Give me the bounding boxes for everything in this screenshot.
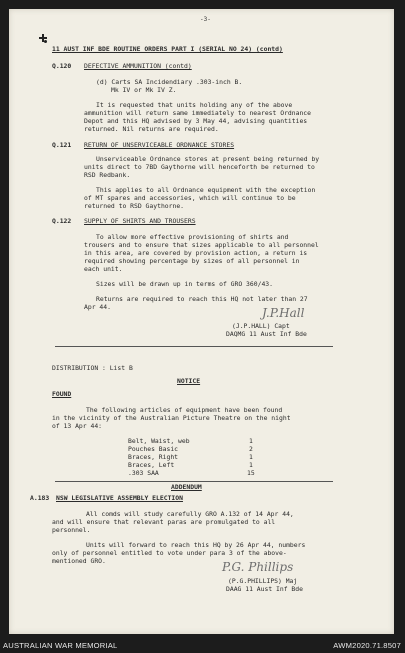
signatory-1-name: (J.P.HALL) Capt	[232, 322, 290, 330]
notice-para-line: The following articles of equipment have been found	[86, 406, 283, 414]
q122-heading: SUPPLY OF SHIRTS AND TROUSERS	[84, 217, 196, 225]
notice-para-line: of 13 Apr 44:	[52, 422, 103, 430]
q121-number: Q.121	[52, 141, 72, 149]
found-item-name: Braces, Right	[128, 453, 179, 461]
addendum-title: NSW LEGISLATIVE ASSEMBLY ELECTION	[56, 494, 183, 502]
addendum-para1-line: and will ensure that relevant paras are promulgated to all	[52, 518, 276, 526]
q122-para2: Sizes will be drawn up in terms of GRO 360/43.	[96, 280, 273, 288]
found-item-qty: 1	[249, 461, 253, 469]
found-item-qty: 15	[247, 469, 255, 477]
section-divider	[55, 481, 333, 482]
q121-para1-line: units direct to 7BD Gaythorne will henceforth be returned to	[84, 163, 315, 171]
q122-para1-line: in this area, are covered by provision action, a return is	[84, 249, 308, 257]
q121-heading: RETURN OF UNSERVICEABLE ORDNANCE STORES	[84, 141, 235, 149]
catalogue-number: AWM2020.71.8507	[333, 641, 401, 650]
signatory-1-title: DAQMG 11 Aust Inf Bde	[226, 330, 307, 338]
q120-para-line: It is requested that units holding any of the above	[96, 101, 293, 109]
found-item-qty: 1	[249, 437, 253, 445]
addendum-para2-line: only of personnel entitled to vote under para 3 of the above-	[52, 549, 287, 557]
page-number: -3-	[200, 16, 211, 23]
found-item-qty: 2	[249, 445, 253, 453]
q122-para1-line: each unit.	[84, 265, 123, 273]
notice-subheading: FOUND	[52, 390, 72, 398]
q122-para1-line: trousers and to ensure that sizes applicable to all personnel	[84, 241, 319, 249]
distribution-line: DISTRIBUTION : List B	[52, 364, 133, 372]
signature-2: P.G. Phillips	[222, 560, 294, 574]
found-item-name: .303 SAA	[128, 469, 159, 477]
addendum-para2-line: mentioned GRO.	[52, 557, 106, 565]
signatory-2-title: DAAG 11 Aust Inf Bde	[226, 585, 303, 593]
found-item-name: Belt, Waist, web	[128, 437, 190, 445]
q120-number: Q.120	[52, 62, 72, 70]
signatory-2-name: (P.G.PHILLIPS) Maj	[228, 577, 298, 585]
found-item-name: Pouches Basic	[128, 445, 179, 453]
q120-para-line: Depot and this HQ advised by 3 May 44, advising quantities	[84, 117, 308, 125]
addendum-heading: ADDENDUM	[171, 483, 202, 491]
addendum-para1-line: personnel.	[52, 526, 91, 534]
addendum-number: A.183	[30, 494, 50, 502]
ink-dot-icon	[44, 40, 47, 43]
section-divider	[55, 346, 333, 347]
found-item-name: Braces, Left	[128, 461, 175, 469]
archive-footer	[0, 638, 405, 653]
found-item-qty: 1	[249, 453, 253, 461]
signature-1: J.P.Hall	[262, 306, 305, 320]
q122-para1-line: To allow more effective provisioning of shirts and	[96, 233, 289, 241]
q120-heading: DEFECTIVE AMMUNITION (contd)	[84, 62, 192, 70]
q120-para-line: ammunition will return same immediately to nearest Ordnance	[84, 109, 312, 117]
q120-item-d-sub: Mk IV or Mk IV Z.	[111, 86, 177, 94]
q120-item-d: (d) Carts SA Incidendiary .303-inch B.	[96, 78, 243, 86]
orders-title: 11 AUST INF BDE ROUTINE ORDERS PART I (SERIAL NO 24) (contd)	[52, 45, 283, 53]
addendum-para2-line: Units will forward to reach this HQ by 26 Apr 44, numbers	[86, 541, 306, 549]
q122-para1-line: required showing percentage by sizes of all personnel in	[84, 257, 300, 265]
q121-para1-line: RSD Redbank.	[84, 171, 131, 179]
q121-para2-line: returned to RSD Gaythorne.	[84, 202, 185, 210]
q121-para1-line: Unserviceable Ordnance stores at present being returned by	[96, 155, 320, 163]
archive-name: AUSTRALIAN WAR MEMORIAL	[3, 641, 118, 650]
notice-para-line: in the vicinity of the Australian Picture Theatre on the night	[52, 414, 291, 422]
q121-para2-line: This applies to all Ordnance equipment with the exception	[96, 186, 316, 194]
q121-para2-line: of MT spares and accessories, which will continue to be	[84, 194, 296, 202]
q120-para-line: returned. Nil returns are required.	[84, 125, 219, 133]
q122-para3-line: Apr 44.	[84, 303, 111, 311]
addendum-para1-line: All comds will study carefully GRO A.132 of 14 Apr 44,	[86, 510, 294, 518]
q122-number: Q.122	[52, 217, 72, 225]
notice-heading: NOTICE	[177, 377, 201, 385]
q122-para3-line: Returns are required to reach this HQ not later than 27	[96, 295, 308, 303]
